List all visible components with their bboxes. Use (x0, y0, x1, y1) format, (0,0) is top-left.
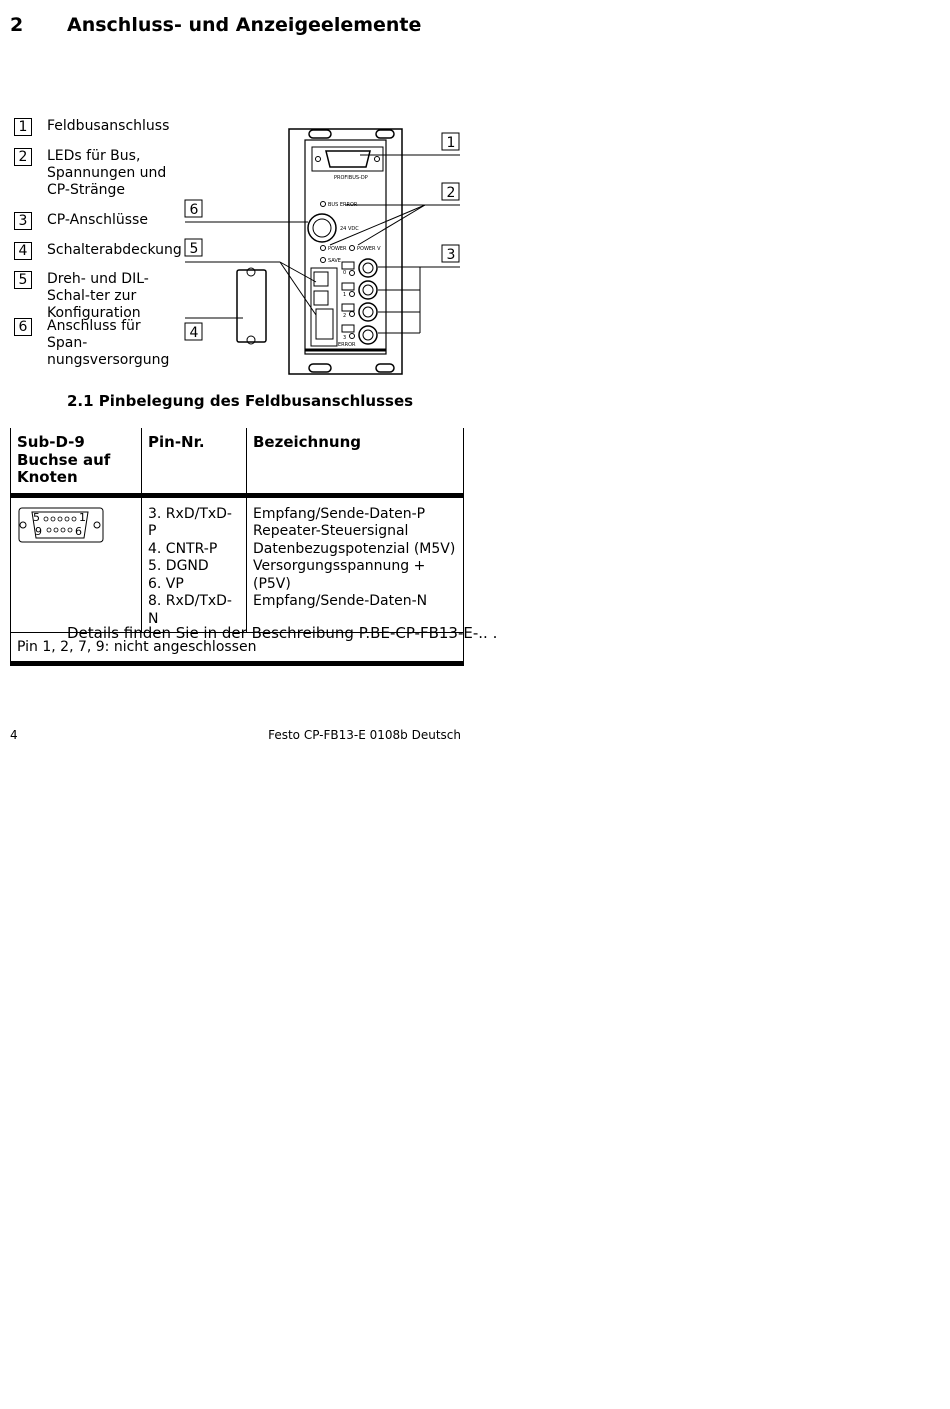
callout-box: 3 (14, 212, 32, 230)
save-led (321, 258, 326, 263)
table-row (11, 495, 464, 633)
pin-entry: 8. RxD/TxD-N (148, 593, 232, 627)
power-led (321, 246, 326, 251)
error-label: ERROR (338, 342, 356, 348)
legend-text: Feldbusanschluss (47, 118, 170, 134)
port-label: 3 (343, 335, 347, 341)
bus-error-led (321, 202, 326, 207)
pin-entry: 6. VP (148, 575, 184, 592)
legend-text: Dreh- und DIL-Schal-ter zur Konfiguration (47, 271, 149, 321)
rotary-switch (314, 291, 328, 305)
callout-box: 6 (14, 318, 32, 336)
port-label: 0 (343, 270, 347, 276)
document-id: Festo CP-FB13-E 0108b Deutsch (268, 728, 461, 742)
power-v-led (350, 246, 355, 251)
column-header: Pin-Nr. (142, 428, 247, 495)
rotary-switch (314, 272, 328, 286)
profibus-label: PROFIBUS-DP (334, 175, 368, 181)
callout-box: 2 (14, 148, 32, 166)
pin-label: 1 (79, 510, 86, 524)
save-label: SAVE (328, 258, 341, 264)
callout-box: 5 (14, 271, 32, 289)
cp-ports (342, 259, 377, 344)
details-note: Details finden Sie in der Beschreibung P.BE-CP-FB13-E-.. . (67, 624, 498, 642)
table-header-row (11, 428, 464, 495)
power-v-label: POWER V (357, 246, 381, 252)
page-number: 4 (10, 728, 18, 742)
power-connector (308, 214, 336, 242)
pin-entry: 3. RxD/TxD-P (148, 505, 232, 539)
callout-box: 4 (14, 242, 32, 260)
port-label: 1 (343, 292, 347, 298)
device-diagram (180, 125, 470, 380)
legend-text: Anschluss für Span-nungsversorgung (47, 318, 170, 368)
connector-cell (11, 495, 142, 633)
legend-text: LEDs für Bus, Spannungen und CP-Stränge (47, 148, 167, 198)
subd-9-connector-icon (17, 506, 107, 544)
subsection-title: 2.1 Pinbelegung des Feldbusanschlusses (67, 392, 414, 410)
bus-error-label: BUS ERROR (328, 202, 358, 208)
vdc-label: 24 VDC (340, 226, 359, 232)
description-entry: Repeater-Steuersignal (253, 523, 409, 539)
mount-slot (309, 364, 331, 372)
callout-2-label: 2 (446, 185, 456, 201)
mount-slot (376, 130, 394, 138)
section-title: Anschluss- und Anzeigeelemente (67, 14, 422, 36)
table-footnote: Pin 1, 2, 7, 9: nicht angeschlossen (11, 633, 464, 664)
callout-5-label: 5 (189, 241, 199, 257)
legend-text: CP-Anschlüsse (47, 212, 148, 228)
callout-6-label: 6 (189, 202, 199, 218)
callout-3-label: 3 (446, 247, 456, 263)
column-header: Bezeichnung (247, 428, 464, 495)
callout-box: 1 (14, 118, 32, 136)
description-entry: Versorgungsspannung + (P5V) (253, 558, 426, 592)
description-cell (247, 495, 464, 633)
leader-lines (185, 155, 460, 333)
subd-connector (326, 151, 370, 167)
callout-1-label: 1 (446, 135, 456, 151)
pin-list-cell (142, 495, 247, 633)
pin-entry: 5. DGND (148, 558, 209, 574)
description-entry: Datenbezugspotenzial (M5V) (253, 540, 456, 557)
port-label: 2 (343, 313, 347, 319)
column-header: Sub-D-9 Buchse auf Knoten (11, 428, 142, 495)
description-entry: Empfang/Sende-Daten-P (253, 505, 426, 522)
mount-slot (376, 364, 394, 372)
pin-entry: 4. CNTR-P (148, 540, 218, 557)
description-entry: Empfang/Sende-Daten-N (253, 593, 428, 609)
section-number: 2 (10, 14, 24, 36)
pin-label: 5 (33, 510, 40, 524)
callout-4-label: 4 (189, 325, 199, 341)
mount-slot (309, 130, 331, 138)
power-label: POWER (328, 246, 347, 252)
pin-label: 9 (35, 524, 42, 538)
switch-cover (237, 270, 266, 342)
dil-switch (316, 309, 333, 339)
pin-label: 6 (75, 524, 82, 538)
legend-text: Schalterabdeckung (47, 242, 182, 258)
